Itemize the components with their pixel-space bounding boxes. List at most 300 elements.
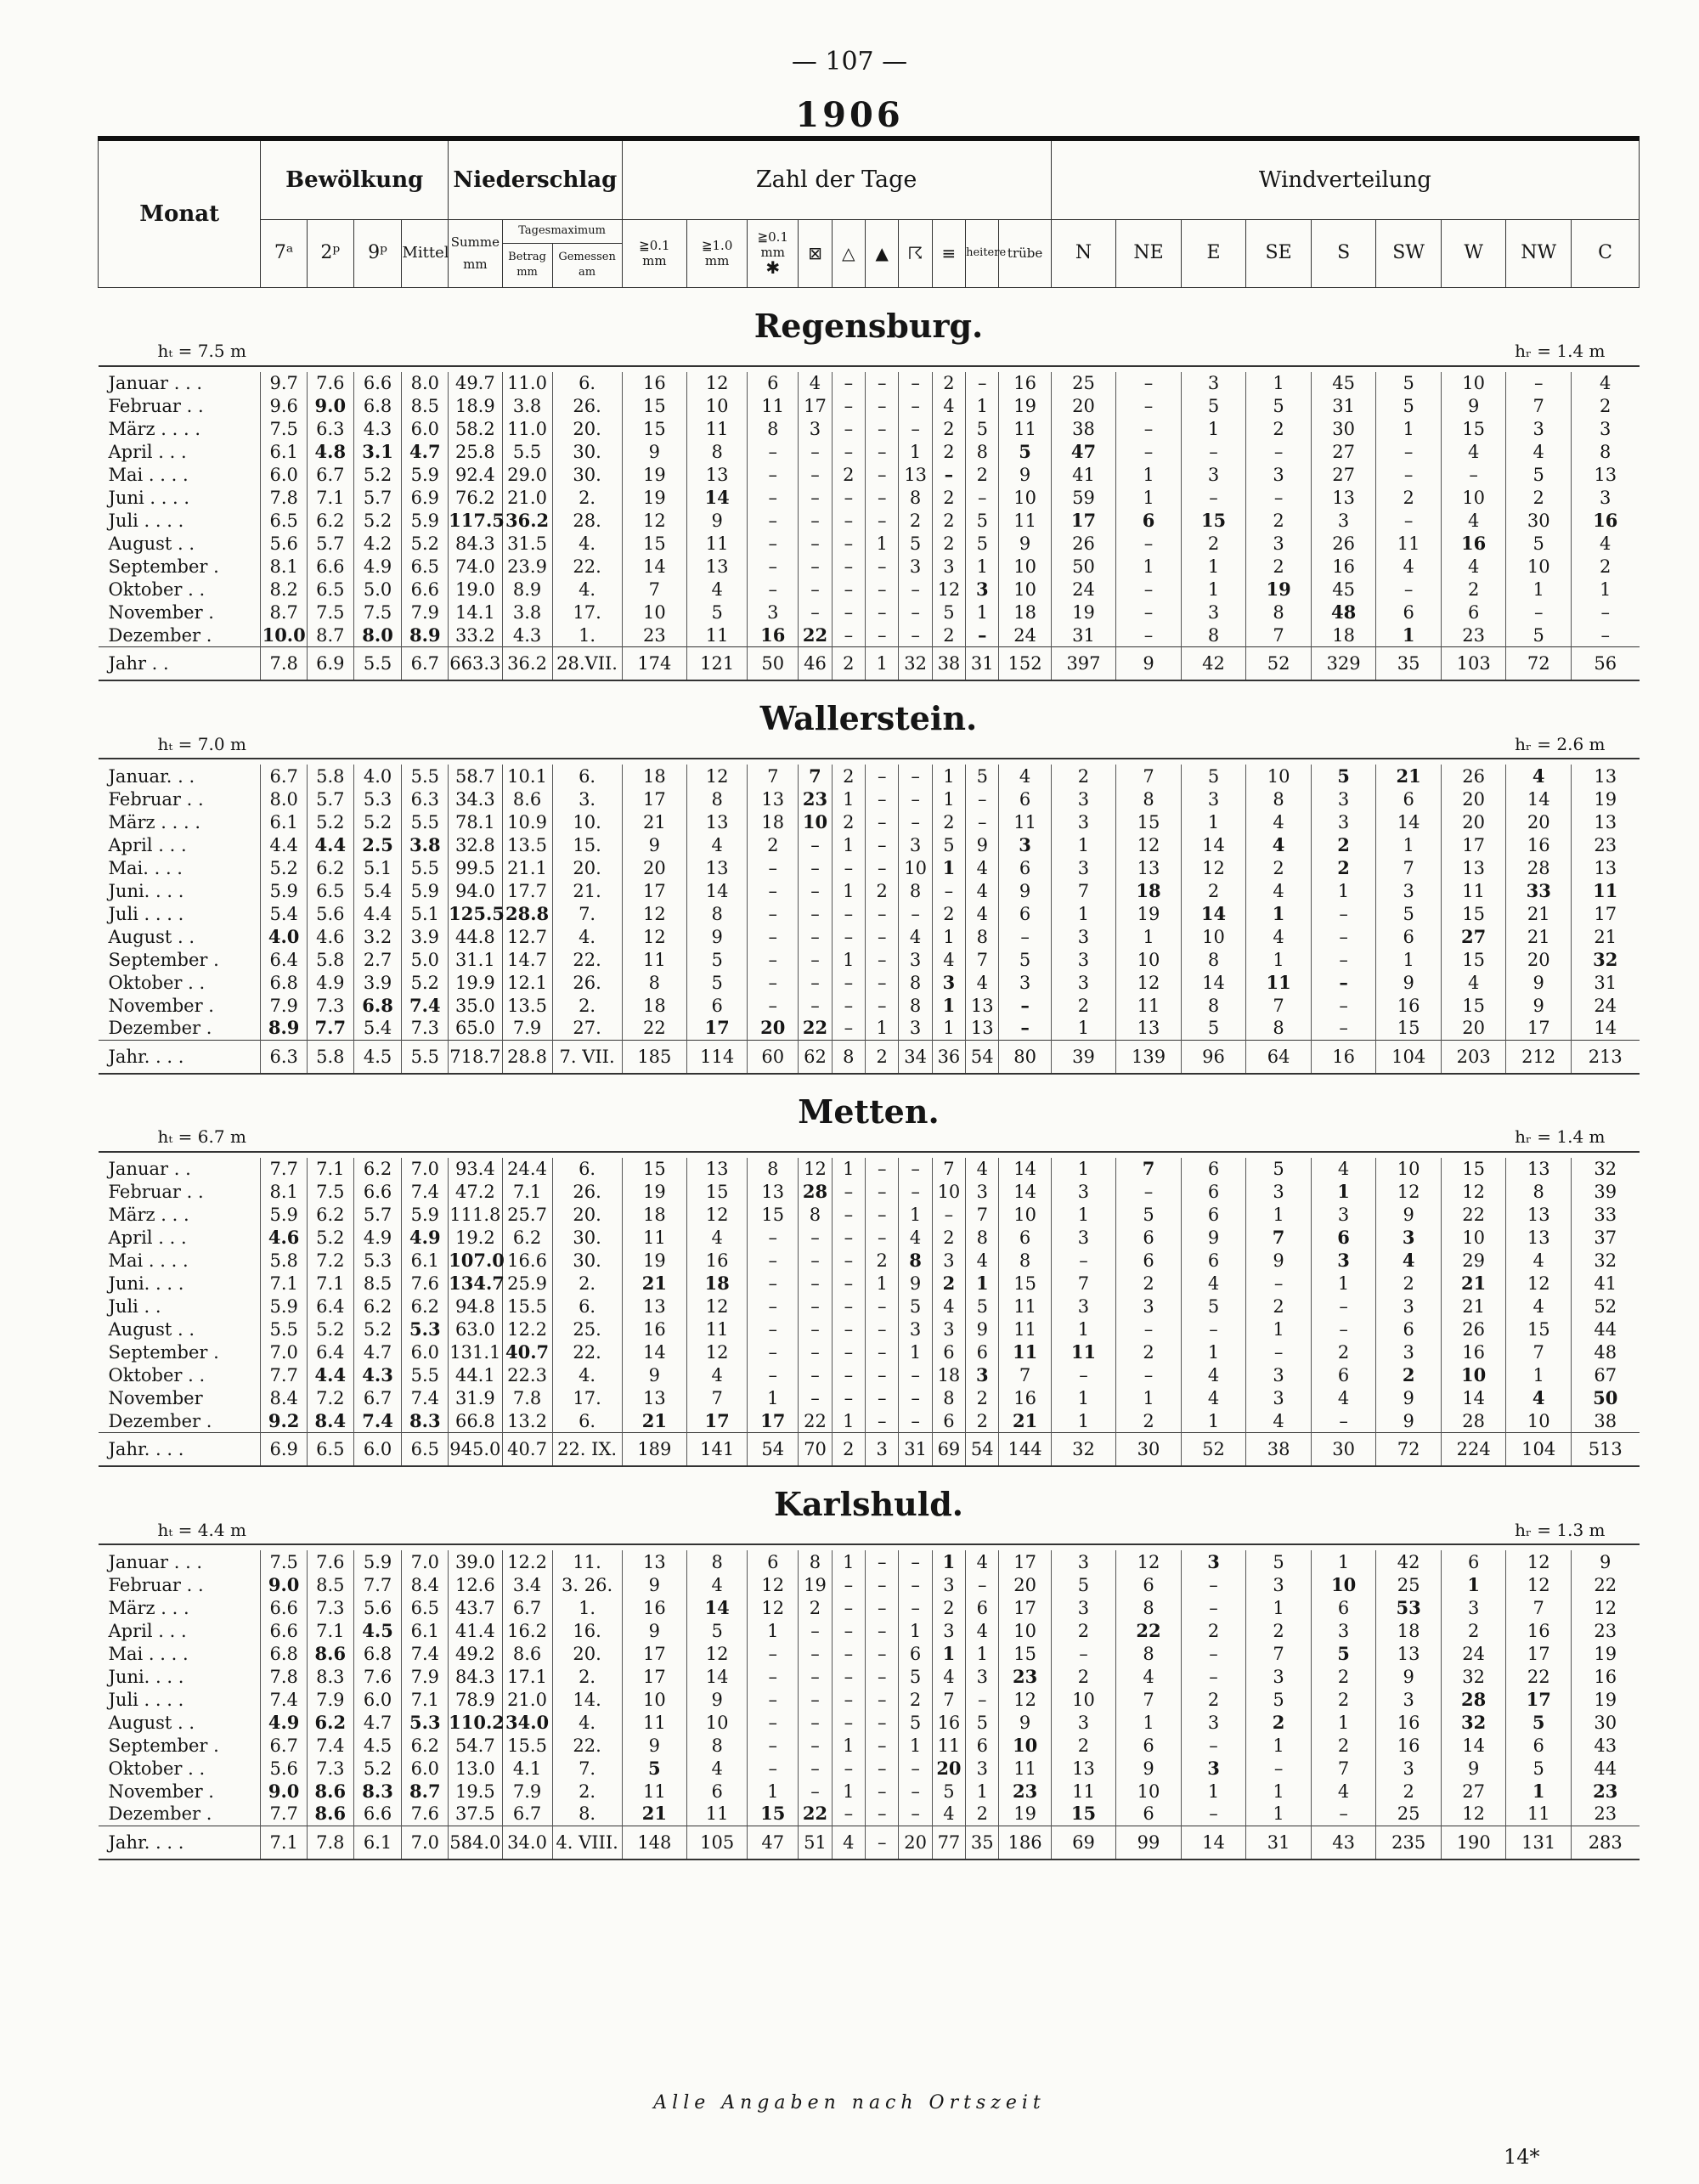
month-label: November .: [108, 995, 214, 1016]
table-cell: 31.5: [502, 533, 552, 556]
table-cell: 11: [999, 1757, 1051, 1780]
table-cell: –: [1376, 578, 1442, 601]
header-wind-w: W: [1441, 219, 1506, 287]
table-cell: 11: [999, 510, 1051, 533]
table-cell: 4: [966, 879, 999, 902]
table-row: [99, 902, 1640, 925]
table-cell: 11: [1441, 879, 1506, 902]
table-cell: 10: [1441, 1364, 1506, 1387]
table-cell: 11: [687, 533, 748, 556]
table-cell: 37.5: [449, 1803, 502, 1826]
table-cell: 6: [1181, 1181, 1246, 1204]
table-cell: –: [1441, 464, 1506, 487]
year-cell: 114: [687, 1040, 748, 1074]
table-cell: 2: [932, 1596, 965, 1619]
table-cell: 3: [1051, 948, 1116, 971]
table-cell: 4: [799, 372, 832, 395]
table-cell: 20: [1506, 948, 1572, 971]
year-cell: 69: [1051, 1826, 1116, 1860]
table-cell: 16: [999, 372, 1051, 395]
table-cell: 3: [899, 1318, 932, 1341]
table-cell: 1: [832, 1734, 865, 1757]
table-cell: 18: [622, 994, 687, 1017]
table-cell: 6.: [552, 1410, 622, 1433]
table-cell: 1: [899, 1204, 932, 1227]
year-cell: 6.5: [402, 1433, 449, 1467]
year-cell: 203: [1441, 1040, 1506, 1074]
table-cell: –: [748, 1711, 799, 1734]
table-cell: 4.1: [502, 1757, 552, 1780]
table-cell: 12.2: [502, 1318, 552, 1341]
table-cell: –: [899, 578, 932, 601]
table-cell: 13: [687, 556, 748, 578]
table-cell: 10: [899, 856, 932, 879]
table-cell: –: [1311, 1318, 1376, 1341]
header-wind-se: SE: [1246, 219, 1312, 287]
table-cell: 6.6: [261, 1619, 308, 1642]
table-cell: –: [866, 1642, 899, 1665]
table-cell: 3.: [552, 787, 622, 810]
table-cell: 2: [1246, 1619, 1312, 1642]
table-cell: 2: [799, 1596, 832, 1619]
table-cell: 4: [687, 1573, 748, 1596]
table-cell: 5.9: [402, 1204, 449, 1227]
table-cell: 5.3: [353, 787, 402, 810]
table-cell: 10: [1051, 1688, 1116, 1711]
header-wind-nw: NW: [1506, 219, 1572, 287]
year-cell: 186: [999, 1826, 1051, 1860]
table-cell: 5.2: [353, 510, 402, 533]
month-label: Oktober . .: [108, 579, 206, 600]
table-cell: 6: [1116, 1227, 1182, 1250]
table-cell: 6.2: [402, 1295, 449, 1318]
table-cell: 12: [799, 1158, 832, 1181]
table-cell: 2: [932, 372, 965, 395]
year-cell: 584.0: [449, 1826, 502, 1860]
table-cell: 26.: [552, 971, 622, 994]
table-cell: 10: [1506, 556, 1572, 578]
table-cell: –: [748, 902, 799, 925]
table-cell: 8.6: [502, 787, 552, 810]
table-cell: 11: [687, 624, 748, 647]
table-cell: –: [1246, 1757, 1312, 1780]
table-cell: 3: [966, 578, 999, 601]
table-cell: 3.1: [353, 441, 402, 464]
table-cell: –: [866, 1341, 899, 1364]
table-cell: 12.2: [502, 1550, 552, 1573]
month-label: Mai . . . .: [108, 1250, 189, 1271]
table-cell: 74.0: [449, 556, 502, 578]
year-cell: 22. IX.: [552, 1433, 622, 1467]
table-cell: 8.7: [402, 1780, 449, 1803]
table-cell: 5.3: [402, 1318, 449, 1341]
table-cell: 6: [687, 994, 748, 1017]
header-summe-label: Summe: [450, 234, 500, 250]
table-cell: 21.0: [502, 1688, 552, 1711]
year-cell: 30: [1116, 1433, 1182, 1467]
table-cell: –: [1246, 1273, 1312, 1295]
table-cell: –: [832, 1387, 865, 1410]
table-cell: 4.3: [353, 1364, 402, 1387]
table-cell: 15: [1116, 810, 1182, 833]
year-total-row: [99, 1826, 1640, 1860]
table-cell: –: [799, 1364, 832, 1387]
table-cell: 6: [966, 1734, 999, 1757]
year-cell: 54: [966, 1040, 999, 1074]
table-cell: 7: [1506, 395, 1572, 418]
table-cell: 12: [687, 1642, 748, 1665]
table-cell: 4: [687, 1757, 748, 1780]
table-cell: –: [1051, 1364, 1116, 1387]
table-cell: 1: [932, 787, 965, 810]
table-cell: 5.2: [307, 1227, 353, 1250]
table-cell: 6: [1376, 787, 1442, 810]
table-cell: 11.: [552, 1550, 622, 1573]
table-cell: 11: [687, 1318, 748, 1341]
table-cell: –: [1311, 1017, 1376, 1040]
year-cell: 62: [799, 1040, 832, 1074]
station-title: Wallerstein.: [759, 699, 978, 737]
month-label: Juni. . . .: [108, 1273, 184, 1294]
table-cell: 43.7: [449, 1596, 502, 1619]
table-cell: 16: [1506, 833, 1572, 856]
table-cell: 9: [966, 1318, 999, 1341]
table-cell: 19: [1246, 578, 1312, 601]
table-cell: 11: [1051, 1341, 1116, 1364]
table-cell: 2: [866, 1250, 899, 1273]
table-cell: 9: [1376, 971, 1442, 994]
header-wind-ne: NE: [1116, 219, 1182, 287]
year-cell: 212: [1506, 1040, 1572, 1074]
table-cell: 6.7: [307, 464, 353, 487]
table-cell: 3: [1051, 1181, 1116, 1204]
table-cell: –: [866, 418, 899, 441]
table-cell: 84.3: [449, 1665, 502, 1688]
table-cell: 14: [1181, 833, 1246, 856]
table-cell: –: [748, 856, 799, 879]
table-cell: 19.2: [449, 1227, 502, 1250]
header-betrag-unit: mm: [516, 266, 538, 279]
year-cell: 43: [1311, 1826, 1376, 1860]
year-cell: 7.0: [402, 1826, 449, 1860]
table-cell: 92.4: [449, 464, 502, 487]
table-cell: –: [1181, 1596, 1246, 1619]
table-cell: 5: [1051, 1573, 1116, 1596]
month-label: Oktober . .: [108, 972, 206, 993]
table-cell: –: [1051, 1250, 1116, 1273]
table-cell: 33: [1571, 1204, 1639, 1227]
table-cell: 3.9: [353, 971, 402, 994]
table-cell: 4: [1506, 765, 1572, 787]
table-cell: 11: [1051, 1780, 1116, 1803]
table-cell: 10.: [552, 810, 622, 833]
table-cell: 1: [1246, 948, 1312, 971]
table-cell: 1: [899, 1341, 932, 1364]
table-cell: 7.0: [402, 1550, 449, 1573]
table-cell: –: [799, 487, 832, 510]
table-cell: 13: [1571, 856, 1639, 879]
table-cell: 38: [1051, 418, 1116, 441]
table-cell: 4: [966, 1158, 999, 1181]
table-cell: 15: [1441, 994, 1506, 1017]
table-cell: 2: [1311, 856, 1376, 879]
table-cell: 8.: [552, 1803, 622, 1826]
table-cell: 5.4: [353, 1017, 402, 1040]
table-cell: 4: [966, 1250, 999, 1273]
table-cell: 6: [1116, 1734, 1182, 1757]
table-cell: 29: [1441, 1250, 1506, 1273]
table-cell: 13: [687, 856, 748, 879]
table-cell: 23.9: [502, 556, 552, 578]
table-cell: 2: [1311, 1688, 1376, 1711]
table-cell: 8: [1181, 994, 1246, 1017]
table-cell: 11: [999, 1318, 1051, 1341]
table-cell: –: [832, 533, 865, 556]
table-cell: 1: [1246, 1734, 1312, 1757]
table-cell: 12: [687, 765, 748, 787]
table-cell: 1: [1376, 948, 1442, 971]
table-cell: –: [866, 1596, 899, 1619]
month-label: Dezember .: [108, 624, 212, 646]
month-label: September .: [108, 1735, 219, 1756]
table-cell: 13: [966, 994, 999, 1017]
table-cell: –: [866, 787, 899, 810]
table-cell: 9: [1441, 395, 1506, 418]
table-cell: 19: [999, 1803, 1051, 1826]
year-cell: 52: [1246, 647, 1312, 681]
table-cell: 3: [1311, 787, 1376, 810]
year-cell: 7. VII.: [552, 1040, 622, 1074]
year-cell: 139: [1116, 1040, 1182, 1074]
table-cell: 3: [899, 948, 932, 971]
table-cell: 14: [687, 1665, 748, 1688]
table-cell: 25.9: [502, 1273, 552, 1295]
table-cell: 6.: [552, 372, 622, 395]
year-cell: 144: [999, 1433, 1051, 1467]
table-cell: –: [1116, 372, 1182, 395]
station-hr: hᵣ = 2.6 m: [1515, 733, 1606, 754]
table-cell: 9.0: [261, 1573, 308, 1596]
table-cell: 20: [1441, 810, 1506, 833]
table-cell: 42: [1376, 1550, 1442, 1573]
table-cell: –: [832, 1341, 865, 1364]
table-cell: 9: [1506, 971, 1572, 994]
year-label: Jahr. . . .: [99, 1040, 261, 1074]
table-cell: 6.6: [402, 578, 449, 601]
table-cell: 2: [1246, 418, 1312, 441]
table-cell: 11: [1571, 879, 1639, 902]
table-cell: 28.: [552, 510, 622, 533]
table-cell: 1: [932, 925, 965, 948]
table-cell: 1: [932, 1642, 965, 1665]
table-cell: 9: [1116, 1757, 1182, 1780]
table-cell: 20: [1506, 810, 1572, 833]
table-cell: 1: [1376, 418, 1442, 441]
table-cell: 8.0: [261, 787, 308, 810]
table-cell: 5.0: [402, 948, 449, 971]
table-cell: 3: [1051, 1227, 1116, 1250]
table-cell: 3.9: [402, 925, 449, 948]
table-cell: 8.4: [307, 1410, 353, 1433]
table-cell: –: [832, 372, 865, 395]
table-cell: 27: [1311, 464, 1376, 487]
table-cell: –: [832, 578, 865, 601]
table-cell: 11: [999, 418, 1051, 441]
year-cell: 6.0: [353, 1433, 402, 1467]
table-cell: 12: [687, 1341, 748, 1364]
table-cell: –: [1376, 441, 1442, 464]
table-cell: 3: [1376, 1688, 1442, 1711]
table-cell: –: [866, 487, 899, 510]
table-row: [99, 372, 1640, 395]
table-cell: 1: [1311, 1181, 1376, 1204]
table-cell: 9: [622, 1573, 687, 1596]
table-cell: 1: [966, 556, 999, 578]
table-cell: 5.5: [402, 856, 449, 879]
table-cell: 4: [932, 395, 965, 418]
table-cell: 8: [687, 902, 748, 925]
table-cell: 9.2: [261, 1410, 308, 1433]
table-cell: 13: [1441, 856, 1506, 879]
table-cell: 6.2: [307, 1204, 353, 1227]
table-cell: 5: [1181, 395, 1246, 418]
header-betrag: [502, 243, 552, 287]
table-cell: 6.5: [402, 556, 449, 578]
table-cell: 11: [1246, 971, 1312, 994]
table-cell: 4.8: [307, 441, 353, 464]
table-cell: 6.9: [402, 487, 449, 510]
table-cell: –: [1246, 441, 1312, 464]
year-cell: 77: [932, 1826, 965, 1860]
year-cell: 50: [748, 647, 799, 681]
month-label: Januar . .: [108, 1159, 191, 1179]
table-cell: 16: [622, 1318, 687, 1341]
table-cell: 7: [966, 948, 999, 971]
table-row: [99, 1364, 1640, 1387]
table-cell: 7.4: [261, 1688, 308, 1711]
header-niederschlag: Niederschlag: [449, 138, 622, 219]
table-cell: 16.2: [502, 1619, 552, 1642]
table-cell: 7.8: [261, 1665, 308, 1688]
table-cell: 4.4: [307, 1364, 353, 1387]
table-cell: 17: [622, 1642, 687, 1665]
table-cell: 14: [687, 879, 748, 902]
table-cell: –: [1311, 994, 1376, 1017]
year-cell: 28.8: [502, 1040, 552, 1074]
table-cell: 6.8: [353, 994, 402, 1017]
table-cell: 17: [622, 1665, 687, 1688]
table-cell: 31: [1311, 395, 1376, 418]
table-cell: 11: [687, 418, 748, 441]
table-cell: 12: [687, 1295, 748, 1318]
table-cell: 2.: [552, 994, 622, 1017]
year-cell: 9: [1116, 647, 1182, 681]
year-cell: 34.0: [502, 1826, 552, 1860]
table-cell: 5.0: [353, 578, 402, 601]
table-cell: 30.: [552, 1250, 622, 1273]
separator: [99, 1544, 1640, 1550]
table-cell: 6: [1116, 510, 1182, 533]
table-cell: 2.: [552, 1273, 622, 1295]
table-cell: –: [748, 1250, 799, 1273]
table-cell: –: [799, 533, 832, 556]
year-cell: 60: [748, 1040, 799, 1074]
table-cell: 5: [1246, 395, 1312, 418]
table-cell: 12: [1116, 833, 1182, 856]
table-cell: 3: [1051, 810, 1116, 833]
table-cell: –: [866, 578, 899, 601]
table-row: [99, 1642, 1640, 1665]
table-cell: 3: [1051, 1596, 1116, 1619]
table-cell: 6.0: [261, 464, 308, 487]
table-row: [99, 441, 1640, 464]
table-cell: 9: [999, 464, 1051, 487]
table-cell: 2: [1506, 487, 1572, 510]
table-cell: –: [899, 1181, 932, 1204]
table-cell: 5: [966, 1711, 999, 1734]
table-cell: –: [799, 441, 832, 464]
header-wind-c: C: [1571, 219, 1639, 287]
year-cell: 52: [1181, 1433, 1246, 1467]
table-cell: 8: [687, 1550, 748, 1573]
table-cell: –: [866, 994, 899, 1017]
table-cell: 3: [932, 971, 965, 994]
table-cell: –: [866, 948, 899, 971]
table-cell: 5.7: [353, 1204, 402, 1227]
year-cell: 190: [1441, 1826, 1506, 1860]
table-cell: 2: [1246, 510, 1312, 533]
table-cell: 4.3: [353, 418, 402, 441]
table-cell: 8.1: [261, 556, 308, 578]
year-cell: 99: [1116, 1826, 1182, 1860]
table-cell: 6: [687, 1780, 748, 1803]
table-cell: 16: [1376, 994, 1442, 1017]
table-cell: –: [799, 510, 832, 533]
year-title: 1906: [795, 95, 904, 135]
table-cell: 47: [1051, 441, 1116, 464]
month-label: September .: [108, 556, 219, 577]
table-cell: 5: [1506, 533, 1572, 556]
table-cell: 7.3: [402, 1017, 449, 1040]
table-cell: 1: [1116, 925, 1182, 948]
table-cell: 8: [1116, 1642, 1182, 1665]
table-cell: –: [1571, 624, 1639, 647]
table-cell: –: [799, 1642, 832, 1665]
table-cell: 14: [622, 556, 687, 578]
page-number: — 107 —: [791, 47, 908, 76]
table-cell: 14.1: [449, 601, 502, 624]
table-cell: 5.8: [261, 1250, 308, 1273]
table-cell: –: [748, 1642, 799, 1665]
table-cell: 7: [1051, 879, 1116, 902]
table-cell: 6.0: [402, 1757, 449, 1780]
table-row: [99, 487, 1640, 510]
year-cell: 20: [899, 1826, 932, 1860]
table-row: [99, 578, 1640, 601]
thunder-icon: ☈: [899, 219, 932, 287]
table-cell: 7: [1376, 856, 1442, 879]
table-cell: –: [799, 1250, 832, 1273]
table-cell: 28: [1506, 856, 1572, 879]
table-cell: 8: [899, 1250, 932, 1273]
table-cell: 2: [932, 902, 965, 925]
table-cell: –: [748, 1295, 799, 1318]
table-cell: 9: [999, 1711, 1051, 1734]
table-row: [99, 464, 1640, 487]
table-row: [99, 1387, 1640, 1410]
table-cell: 11: [999, 1341, 1051, 1364]
table-cell: 9: [687, 1688, 748, 1711]
